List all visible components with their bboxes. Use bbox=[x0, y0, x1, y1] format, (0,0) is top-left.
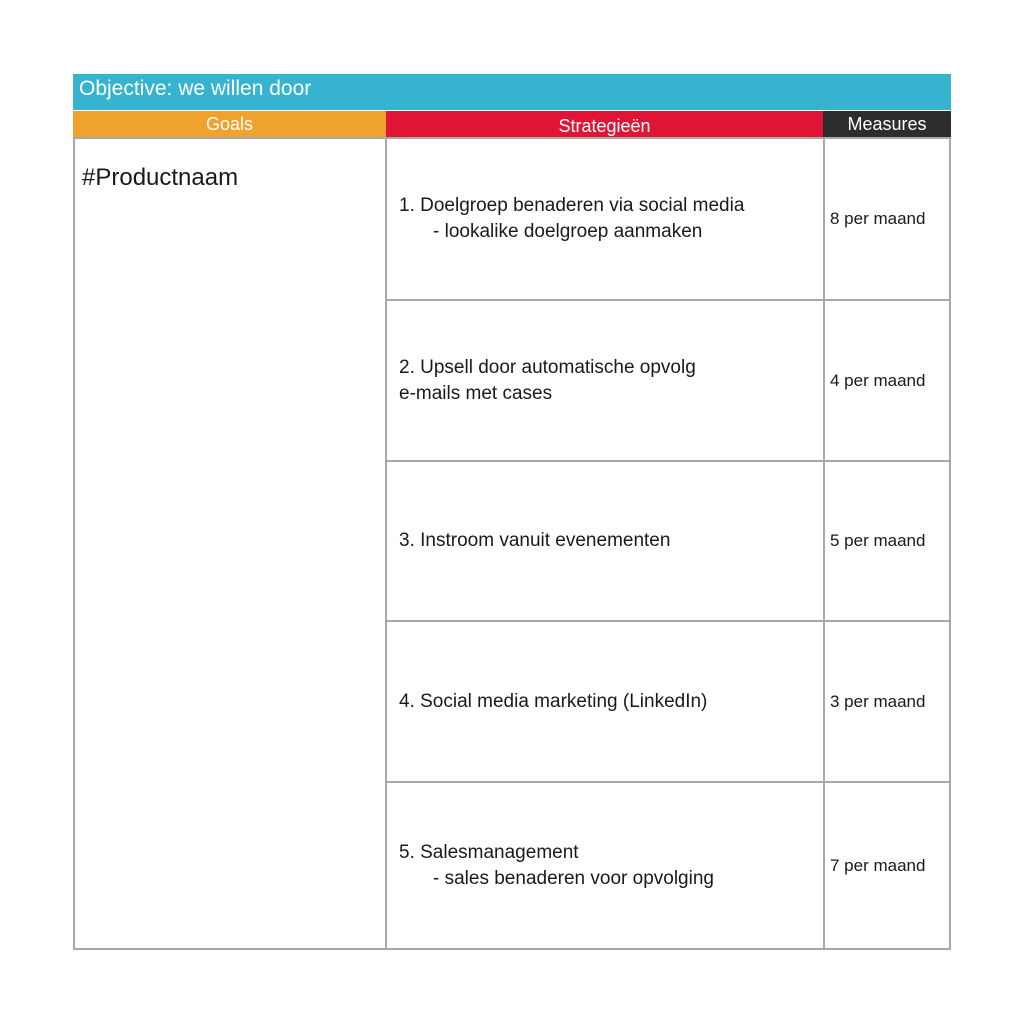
strategy-text-4: 4. Social media marketing (LinkedIn) bbox=[399, 690, 708, 712]
strategy-cell-4 bbox=[385, 620, 825, 783]
strategy-cell-3 bbox=[385, 460, 825, 622]
strategy-text-1: 1. Doelgroep benaderen via social media bbox=[399, 195, 745, 216]
measure-text-3: 5 per maand bbox=[830, 531, 926, 550]
measure-text-4: 3 per maand bbox=[830, 691, 926, 711]
measure-cell-2 bbox=[823, 299, 951, 462]
measure-text-1: 8 per maand bbox=[830, 209, 926, 228]
strategy-subtext-2: e-mails met cases bbox=[399, 382, 553, 404]
goals-cell bbox=[73, 137, 387, 950]
strategy-cell-1 bbox=[385, 137, 825, 301]
measure-cell-3 bbox=[823, 460, 951, 622]
measure-cell-5 bbox=[823, 781, 951, 950]
strategy-text-5: 5. Salesmanagement bbox=[399, 841, 579, 863]
measure-text-5: 7 per maand bbox=[830, 855, 926, 875]
strategies-column-header: Strategieën bbox=[386, 111, 823, 137]
strategy-cell-5 bbox=[385, 781, 825, 950]
strategy-cell-2 bbox=[385, 299, 825, 462]
strategy-text-3: 3. Instroom vanuit evenementen bbox=[399, 530, 671, 551]
measures-column-header: Measures bbox=[823, 111, 951, 137]
strategy-text-2: 2. Upsell door automatische opvolg bbox=[399, 356, 696, 378]
objective-header: Objective: we willen door bbox=[73, 74, 951, 110]
measure-cell-1 bbox=[823, 137, 951, 301]
goal-text: #Productnaam bbox=[82, 164, 239, 191]
measure-text-2: 4 per maand bbox=[830, 370, 926, 390]
strategy-subtext-1: - lookalike doelgroep aanmaken bbox=[433, 221, 703, 242]
strategy-subtext-5: - sales benaderen voor opvolging bbox=[433, 867, 714, 889]
goals-column-header: Goals bbox=[73, 111, 386, 137]
measure-cell-4 bbox=[823, 620, 951, 783]
